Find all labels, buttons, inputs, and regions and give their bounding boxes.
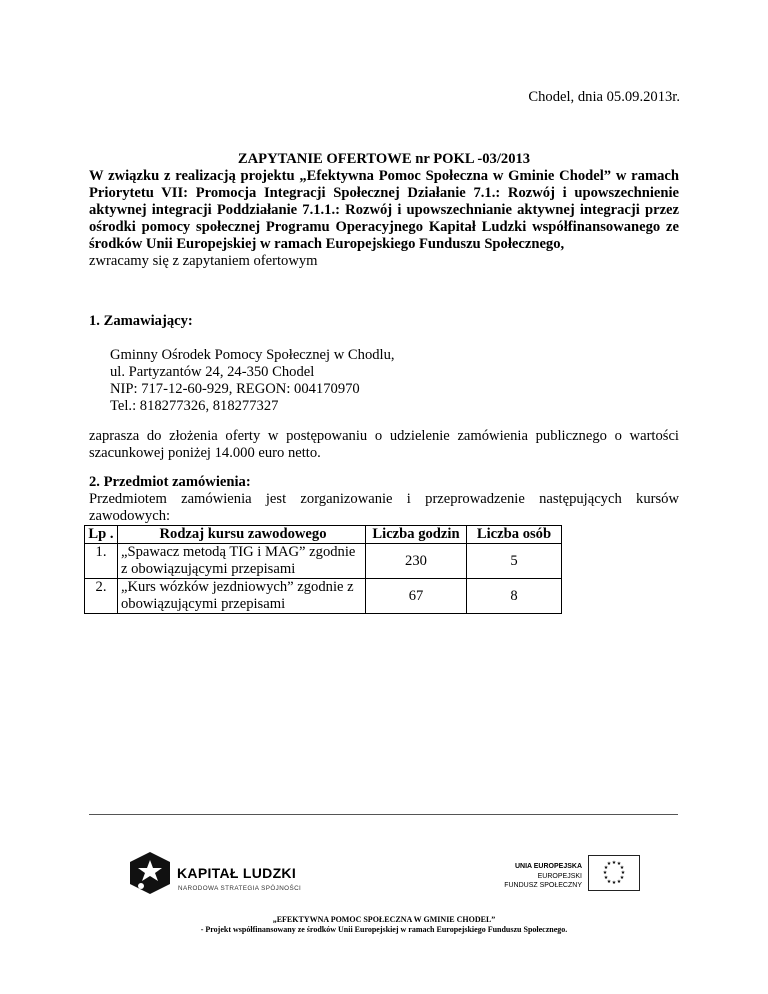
section-2-text: Przedmiotem zamówienia jest zorganizowanie i przeprowadzenie następujących kursów zawodowych: <box>89 491 679 524</box>
svg-text:★: ★ <box>606 861 612 867</box>
row-people: 8 <box>467 579 562 614</box>
document-title: ZAPYTANIE OFERTOWE nr POKL -03/2013 <box>237 151 531 167</box>
svg-text:★: ★ <box>603 875 609 881</box>
eu-label-line1: UNIA EUROPEJSKA <box>514 863 582 870</box>
header-lp: Lp . <box>85 526 118 544</box>
header-hours: Liczba godzin <box>366 526 467 544</box>
row-lp: 2. <box>85 579 118 614</box>
courses-table <box>84 525 562 614</box>
svg-text:★: ★ <box>620 870 626 876</box>
row-lp: 1. <box>85 544 118 579</box>
table-row <box>85 544 562 579</box>
svg-text:★: ★ <box>616 879 622 885</box>
address-line: ul. Partyzantów 24, 24-350 Chodel <box>110 364 315 380</box>
intro-normal-text: zwracamy się z zapytaniem ofertowym <box>89 253 318 269</box>
document-date: Chodel, dnia 05.09.2013r. <box>528 89 680 105</box>
row-people: 5 <box>467 544 562 579</box>
address-line: NIP: 717-12-60-929, REGON: 004170970 <box>110 381 360 397</box>
footer-divider <box>89 814 678 815</box>
section-2-heading: 2. Przedmiot zamówienia: <box>89 474 251 490</box>
project-name-footer: „EFEKTYWNA POMOC SPOŁECZNA W GMINIE CHODEL” <box>272 915 496 924</box>
table-header-row <box>85 526 562 544</box>
section-1-heading: 1. Zamawiający: <box>89 313 193 329</box>
address-line: Tel.: 818277326, 818277327 <box>110 398 279 414</box>
table-row <box>85 579 562 614</box>
kapital-ludzki-title: KAPITAŁ LUDZKI <box>177 865 297 881</box>
eu-flag-icon <box>588 855 640 891</box>
kapital-ludzki-subtitle: NARODOWA STRATEGIA SPÓJNOŚCI <box>178 885 302 892</box>
contracting-authority-address <box>110 347 395 415</box>
svg-text:★: ★ <box>603 865 609 871</box>
header-course-type: Rodzaj kursu zawodowego <box>118 526 366 544</box>
svg-text:★: ★ <box>602 870 608 876</box>
intro-paragraph <box>89 168 679 270</box>
svg-text:★: ★ <box>619 875 625 881</box>
cofinancing-footer: - Projekt współfinansowany ze środków Unii Europejskiej w ramach Europejskiego Funduszu Społecznego. <box>200 925 568 934</box>
row-course-name: „Spawacz metodą TIG i MAG” zgodnie z obowiązującymi przepisami <box>118 544 366 579</box>
svg-text:★: ★ <box>619 865 625 871</box>
svg-text:★: ★ <box>611 860 617 866</box>
svg-text:★: ★ <box>616 861 622 867</box>
svg-text:★: ★ <box>606 879 612 885</box>
eu-label-line2: EUROPEJSKI <box>537 873 582 880</box>
row-hours: 67 <box>366 579 467 614</box>
row-hours: 230 <box>366 544 467 579</box>
header-people: Liczba osób <box>467 526 562 544</box>
invite-paragraph: zaprasza do złożenia oferty w postępowaniu o udzielenie zamówienia publicznego o wartości szacunkowej poniżej 14.000 euro netto. <box>89 428 679 461</box>
kapital-ludzki-logo-icon <box>128 850 172 896</box>
address-line: Gminny Ośrodek Pomocy Społecznej w Chodlu, <box>110 347 395 363</box>
svg-text:★: ★ <box>611 880 617 886</box>
intro-bold-text: W związku z realizacją projektu „Efektywna Pomoc Społeczna w Gminie Chodel” w ramach Priorytetu VII: Promocja Integracji Społecznej Działanie 7.1.: Rozwój i upowszechnienie aktywnej integracji Poddziałanie 7.1.1.: Rozwój i upowszechnianie aktywnej integracji przez ośrodki pomocy społecznej Programu Operacyjnego Kapitał Ludzki współfinansowanego ze środków Unii Europejskiej w ramach Europejskiego Funduszu Społecznego, <box>89 168 679 252</box>
eu-label-line3: FUNDUSZ SPOŁECZNY <box>504 882 582 889</box>
row-course-name: „Kurs wózków jezdniowych” zgodnie z obowiązującymi przepisami <box>118 579 366 614</box>
